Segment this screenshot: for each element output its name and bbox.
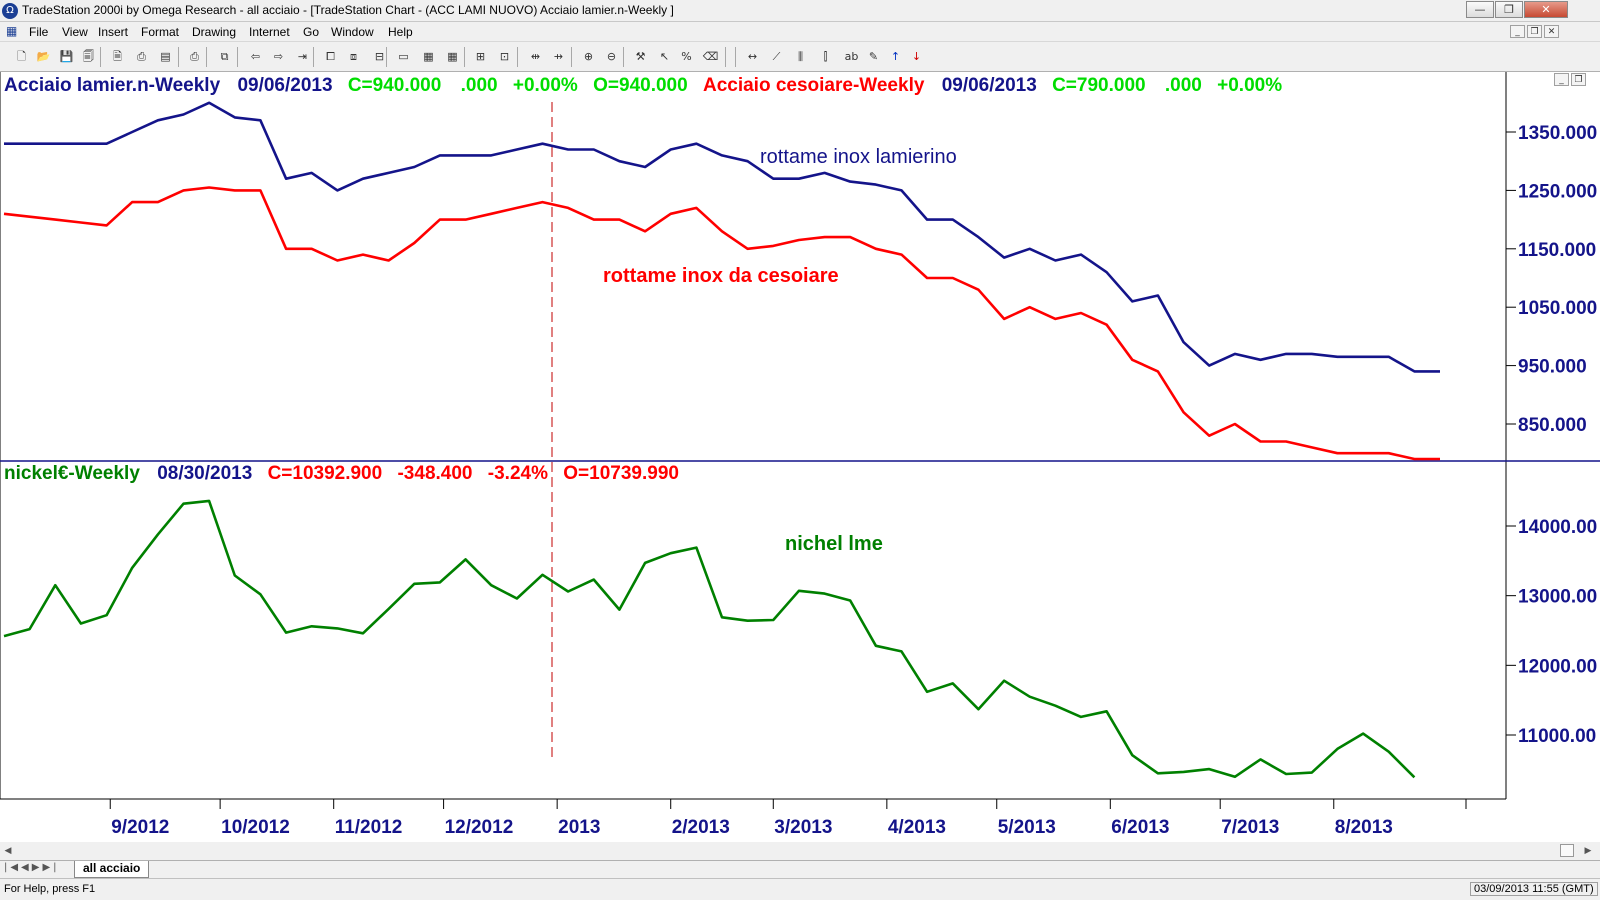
upper-header — [4, 75, 1282, 97]
header1-change: .000 — [460, 75, 498, 96]
hammer-icon[interactable]: ⚒ — [635, 50, 646, 63]
candle-icon[interactable]: ⫿ — [823, 50, 828, 63]
chart-icon[interactable]: ▤ — [160, 50, 171, 63]
upper-series-line-1 — [4, 188, 1440, 460]
toolbar-separator — [623, 47, 624, 67]
back-icon[interactable]: ⇦ — [250, 50, 261, 63]
menu-bar — [0, 22, 1600, 42]
header1-close: C=940.000 — [347, 75, 442, 96]
upper-y-tick-label: 1150.000 — [1518, 239, 1597, 261]
restore-button[interactable]: ❐ — [1495, 1, 1523, 18]
trendline-icon[interactable]: ⟋ — [772, 50, 781, 63]
header1-symbol: Acciaio lamier.n-Weekly — [4, 75, 221, 96]
status-bar — [0, 878, 1600, 900]
lower-y-tick-label: 13000.00 — [1518, 586, 1598, 608]
zoom-in-icon[interactable]: ⊕ — [583, 50, 594, 63]
tab-nav-icon[interactable]: |◀◀▶▶| — [4, 862, 60, 873]
menu-go[interactable]: Go — [303, 25, 320, 39]
lower-y-tick-label: 11000.00 — [1518, 726, 1597, 747]
toolbar-separator — [178, 47, 179, 67]
toolbar-separator — [725, 47, 726, 67]
insert-icon[interactable]: ⊞ — [475, 50, 486, 63]
copy-icon[interactable]: ⧉ — [220, 50, 229, 63]
bar-icon[interactable]: ⫼ — [797, 50, 804, 63]
gap-icon[interactable]: ⇸ — [553, 50, 564, 63]
window-title: TradeStation 2000i by Omega Research - all acciaio - [TradeStation Chart - (ACC LAMI NUOVO) Acciaio lamier.n-Weekly ] — [22, 3, 674, 17]
label-rottame-lamierino: rottame inox lamierino — [760, 146, 957, 168]
save-all-icon[interactable]: 🗐 — [83, 50, 94, 63]
menu-insert[interactable]: Insert — [98, 25, 129, 39]
mdi-close-button[interactable]: ✕ — [1544, 25, 1559, 38]
header2-change: .000 — [1164, 75, 1202, 96]
menu-format[interactable]: Format — [141, 25, 180, 39]
label-rottame-cesoiare: rottame inox da cesoiare — [603, 265, 839, 287]
document-icon[interactable]: ▦ — [6, 24, 18, 38]
open-folder-icon[interactable]: 📂 — [36, 50, 51, 63]
header3-open: O=10739.990 — [563, 463, 679, 484]
header2-pct: +0.00% — [1217, 75, 1283, 96]
pointer-icon[interactable]: ↖ — [659, 50, 670, 63]
print-icon[interactable]: ⎙ — [190, 50, 199, 63]
header3-close: C=10392.900 — [267, 463, 383, 484]
menu-window[interactable]: Window — [331, 25, 374, 39]
upper-y-tick-label: 950.000 — [1518, 356, 1587, 378]
menu-internet[interactable]: Internet — [249, 25, 290, 39]
pane-minimize-button[interactable]: _ — [1554, 73, 1569, 86]
toolbar — [0, 42, 1600, 72]
x-tick-label: 6/2013 — [1111, 817, 1170, 838]
toolbar-separator — [313, 47, 314, 67]
header3-date: 08/30/2013 — [157, 463, 253, 484]
header2-symbol: Acciaio cesoiare-Weekly — [702, 75, 925, 96]
toolbar-separator — [735, 47, 736, 67]
title-bar — [0, 0, 1600, 22]
label-nichel-lme: nichel lme — [785, 533, 883, 555]
lower-series-line-0 — [4, 501, 1414, 777]
upper-y-tick-label: 1350.000 — [1518, 123, 1598, 144]
upper-series-line-0 — [4, 103, 1440, 372]
header3-symbol: nickel€-Weekly — [4, 463, 140, 484]
upper-y-tick-label: 1250.000 — [1518, 181, 1598, 203]
grid-icon[interactable]: ▦ — [447, 50, 458, 63]
x-tick-label: 4/2013 — [887, 817, 946, 838]
x-tick-label: 10/2012 — [221, 817, 290, 838]
strategy-icon[interactable]: ⧈ — [350, 50, 357, 63]
menu-view[interactable]: View — [62, 25, 88, 39]
upper-y-tick-label: 1050.000 — [1518, 298, 1598, 320]
next-icon[interactable]: ⇥ — [297, 50, 308, 63]
toolbar-separator — [100, 47, 101, 67]
cursor-tick-icon[interactable]: ⇹ — [530, 50, 541, 63]
eraser-icon[interactable]: ⌫ — [702, 50, 719, 63]
mdi-minimize-button[interactable]: _ — [1510, 25, 1525, 38]
header3-pct: -3.24% — [487, 463, 548, 484]
tab-bar — [0, 860, 1600, 878]
x-tick-label: 7/2013 — [1221, 817, 1280, 838]
scroll-left-icon[interactable]: ◀ — [4, 846, 12, 856]
format-icon[interactable]: ⊟ — [374, 50, 385, 63]
toolbar-separator — [517, 47, 518, 67]
pane-restore-button[interactable]: ❐ — [1571, 73, 1586, 86]
x-tick-label: 2013 — [558, 817, 601, 838]
forward-icon[interactable]: ⇨ — [273, 50, 284, 63]
x-tick-label: 8/2013 — [1334, 817, 1393, 838]
close-button[interactable]: ✕ — [1524, 1, 1568, 18]
header2-close: C=790.000 — [1052, 75, 1146, 96]
toolbar-separator — [237, 47, 238, 67]
x-tick-label: 11/2012 — [334, 817, 403, 838]
chart-canvas[interactable] — [0, 72, 1600, 840]
zoom-out-icon[interactable]: ⊖ — [606, 50, 617, 63]
new-doc-icon[interactable]: 🗋 — [17, 50, 26, 63]
menu-drawing[interactable]: Drawing — [192, 25, 237, 39]
arrow-down-icon[interactable]: ↓ — [911, 50, 922, 63]
menu-file[interactable]: File — [29, 25, 49, 39]
edit-icon[interactable]: ⊡ — [499, 50, 510, 63]
pencil-icon[interactable]: ✎ — [868, 50, 879, 63]
lower-y-tick-label: 14000.00 — [1518, 517, 1598, 538]
chart-window[interactable] — [0, 72, 1600, 840]
header1-pct: +0.00% — [512, 75, 578, 96]
status-datetime: 03/09/2013 11:55 (GMT) — [1470, 882, 1598, 896]
arrow-up-icon[interactable]: ↑ — [890, 50, 901, 63]
scroll-right-icon[interactable]: ▶ — [1584, 846, 1592, 856]
header1-open: O=940.000 — [593, 75, 688, 96]
x-tick-label: 3/2013 — [774, 817, 833, 838]
menu-help[interactable]: Help — [388, 25, 413, 39]
lower-y-tick-label: 12000.00 — [1518, 656, 1598, 678]
page-setup-icon[interactable]: ⎙ — [137, 50, 146, 63]
mdi-restore-button[interactable]: ❐ — [1527, 25, 1542, 38]
horizontal-scrollbar[interactable] — [0, 842, 1600, 860]
save-icon[interactable]: 💾 — [59, 50, 74, 63]
upper-y-tick-label: 850.000 — [1518, 415, 1587, 436]
percent-icon[interactable]: % — [681, 50, 692, 63]
header3-change: -348.400 — [397, 463, 473, 484]
scroll-thumb[interactable] — [1560, 844, 1574, 857]
toolbar-separator — [464, 47, 465, 67]
text-icon[interactable]: ab — [844, 50, 859, 63]
app-icon: Ω — [2, 3, 18, 19]
tab-label: all acciaio — [83, 861, 141, 875]
header2-date: 09/06/2013 — [941, 75, 1037, 96]
lower-header — [4, 463, 679, 485]
indicator-icon[interactable]: ⧠ — [326, 50, 335, 63]
status-help-text: For Help, press F1 — [4, 883, 96, 895]
window-icon[interactable]: ▭ — [398, 50, 409, 63]
minimize-button[interactable]: — — [1466, 1, 1494, 18]
x-tick-label: 9/2012 — [111, 817, 170, 838]
horizontal-line-icon[interactable]: ↔ — [747, 50, 758, 63]
tab-all-acciaio[interactable] — [74, 861, 149, 878]
print-preview-icon[interactable]: 🗎 — [113, 50, 122, 63]
x-tick-label: 12/2012 — [444, 817, 514, 838]
header1-date: 09/06/2013 — [237, 75, 333, 96]
table-icon[interactable]: ▦ — [423, 50, 434, 63]
x-tick-label: 2/2013 — [671, 817, 730, 838]
x-tick-label: 5/2013 — [997, 817, 1056, 838]
toolbar-separator — [206, 47, 207, 67]
toolbar-separator — [571, 47, 572, 67]
